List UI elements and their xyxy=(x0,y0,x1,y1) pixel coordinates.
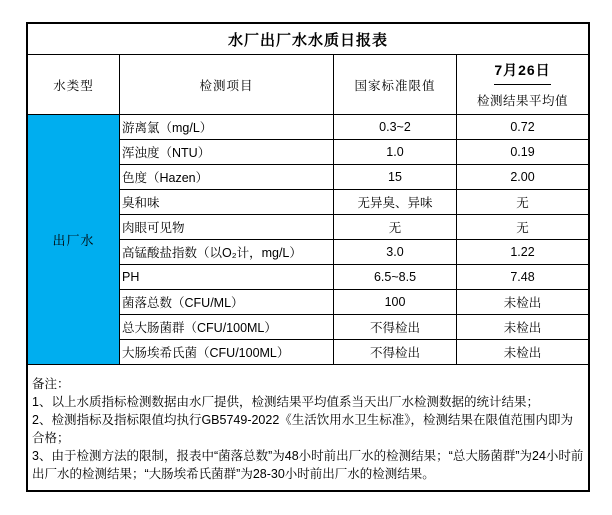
column-header-water-type: 水类型 xyxy=(28,55,120,114)
row-standard: 0.3~2 xyxy=(334,115,457,140)
row-standard: 1.0 xyxy=(334,140,457,165)
row-standard: 不得检出 xyxy=(334,340,457,365)
note-line-1: 1、以上水质指标检测数据由水厂提供，检测结果平均值系当天出厂水检测数据的统计结果； xyxy=(32,395,539,409)
row-result: 未检出 xyxy=(457,315,588,340)
row-item: 总大肠菌群（CFU/100ML） xyxy=(120,315,334,340)
row-item: 高锰酸盐指数（以O₂计，mg/L） xyxy=(120,240,334,265)
row-result: 1.22 xyxy=(457,240,588,265)
row-result: 未检出 xyxy=(457,290,588,315)
report-title: 水厂出厂水水质日报表 xyxy=(28,24,588,55)
column-header-standard: 国家标准限值 xyxy=(334,55,457,114)
row-standard: 6.5~8.5 xyxy=(334,265,457,290)
row-item: 游离氯（mg/L） xyxy=(120,115,334,140)
water-type-cell: 出厂水 xyxy=(28,115,120,365)
row-item: 色度（Hazen） xyxy=(120,165,334,190)
header-row xyxy=(28,55,588,115)
row-item: 浑浊度（NTU） xyxy=(120,140,334,165)
row-item: 大肠埃希氏菌（CFU/100ML） xyxy=(120,340,334,365)
row-result: 无 xyxy=(457,190,588,215)
water-quality-report-table xyxy=(26,22,590,492)
row-item: 臭和味 xyxy=(120,190,334,215)
column-header-item: 检测项目 xyxy=(120,55,334,114)
table-body xyxy=(28,115,588,365)
column-header-date-group xyxy=(457,55,588,114)
row-item: 菌落总数（CFU/ML） xyxy=(120,290,334,315)
row-standard: 不得检出 xyxy=(334,315,457,340)
report-date: 7月26日 xyxy=(494,55,550,85)
row-result: 0.72 xyxy=(457,115,588,140)
row-result: 0.19 xyxy=(457,140,588,165)
note-line-3: 3、由于检测方法的限制，报表中“菌落总数”为48小时前出厂水的检测结果；“总大肠菌群”为24小时前出厂水的检测结果；“大肠埃希氏菌群”为28-30小时前出厂水的检测结果。 xyxy=(32,449,584,481)
row-result: 2.00 xyxy=(457,165,588,190)
notes-section xyxy=(28,365,588,483)
row-result: 7.48 xyxy=(457,265,588,290)
row-result: 未检出 xyxy=(457,340,588,365)
notes-label: 备注： xyxy=(32,377,70,391)
row-result: 无 xyxy=(457,215,588,240)
row-standard: 无异臭、异味 xyxy=(334,190,457,215)
row-standard: 3.0 xyxy=(334,240,457,265)
row-item: 肉眼可见物 xyxy=(120,215,334,240)
row-standard: 100 xyxy=(334,290,457,315)
column-header-result: 检测结果平均值 xyxy=(476,93,568,108)
note-line-2: 2、检测指标及指标限值均执行GB5749-2022《生活饮用水卫生标准》，检测结果在限值范围内即为合格； xyxy=(32,413,574,445)
row-standard: 无 xyxy=(334,215,457,240)
row-standard: 15 xyxy=(334,165,457,190)
row-item: PH xyxy=(120,265,334,290)
